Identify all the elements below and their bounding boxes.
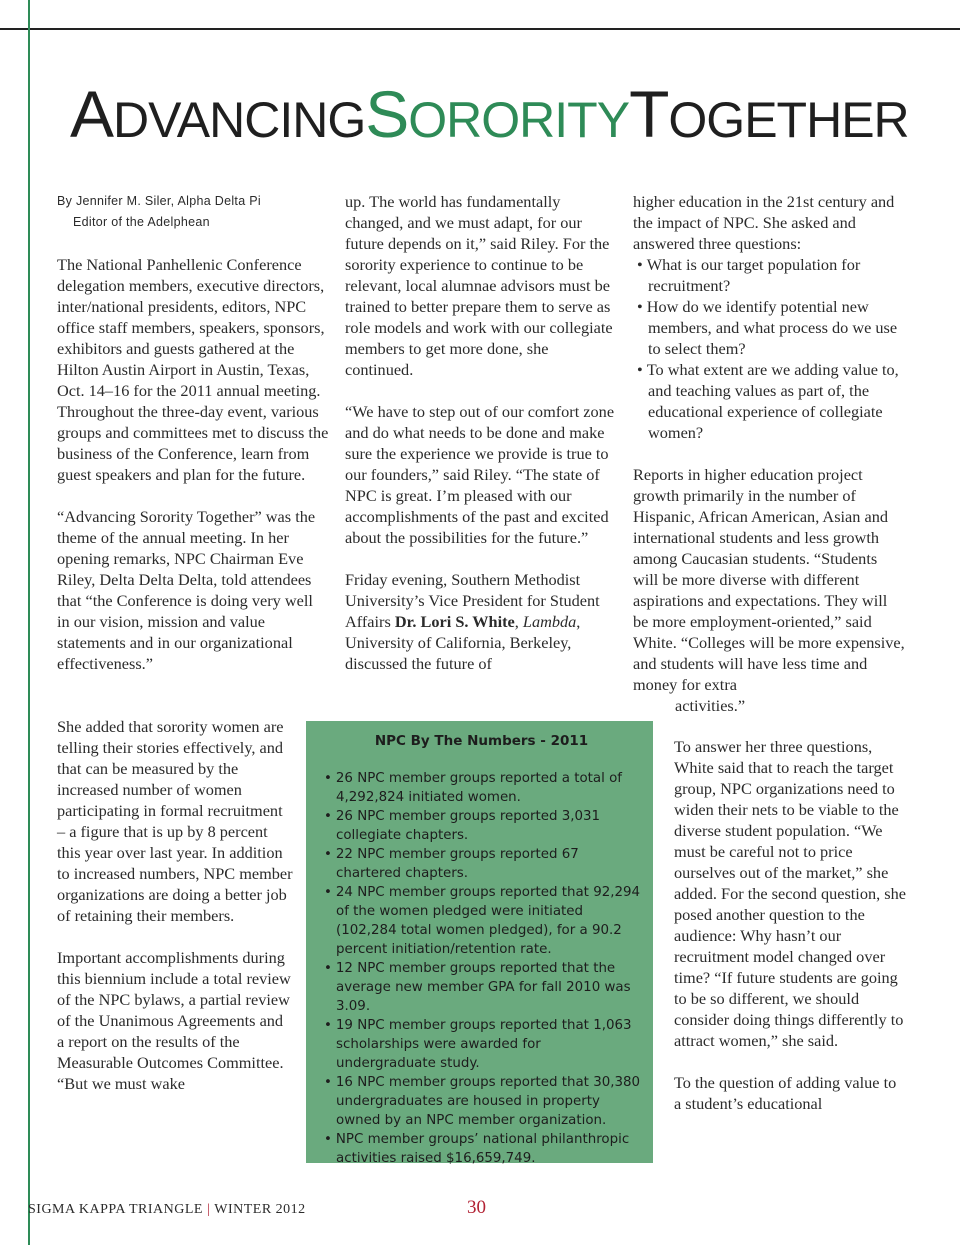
byline-author: By Jennifer M. Siler, Alpha Delta Pi (57, 194, 261, 208)
paragraph: Important accomplishments during this biennium include a total review of the NPC bylaws, a partial review of the Unanimous Agreements and a report on the results of the Measurable Outcomes Committee. “But we must wake (57, 948, 291, 1093)
speaker-name: Dr. Lori S. White (394, 612, 515, 631)
question-list (633, 254, 905, 443)
list-item: • 26 NPC member groups reported a total of 4,292,824 initiated women. (320, 769, 643, 807)
paragraph: “We have to step out of our comfort zone and do what needs to be done and make sure the experience we provide is true to our founders,” said Riley. “The state of NPC is great. I’m pleased with our accomplishments of the past and excited about the possibilities for the future.” (345, 402, 615, 547)
paragraph: She added that sorority women are telling their stories effectively, and that can be measured by the increased number of women participating in formal recruitment – a figure that is up by 8 percent this year over last year. In addition to increased numbers, NPC member organizations are doing a better job of retaining their members. (57, 717, 293, 925)
paragraph: Friday evening, Southern Methodist University’s Vice President for Student Affairs Dr. Lori S. White, Lambda, University of California, Berkeley, discussed the future of (345, 570, 600, 673)
sidebar-title: NPC By The Numbers - 2011 (374, 733, 589, 749)
paragraph: Reports in higher education project growth primarily in the number of Hispanic, African American, Asian and international students and less growth among Caucasian students. “Students will be more diverse with different aspirations and expectations. They will be more employment-oriented,” said White. “Colleges will be more expensive, and students will have less time and money for extra (633, 465, 905, 694)
issue-date: WINTER 2012 (214, 1202, 306, 1217)
list-item: • NPC member groups’ national philanthropic activities raised $16,659,749. (320, 1130, 643, 1168)
article-column-3-lower (674, 736, 906, 1135)
paragraph: The National Panhellenic Conference delegation members, executive directors, inter/national presidents, editors, NPC office staff members, speakers, sponsors, exhibitors and guests gathered at the Hilton Austin Airport in Austin, Texas, Oct. 14–16 for the 2011 annual meeting. Throughout the three-day event, various groups and committees met to discuss the business of the Conference, learn from guest speakers and plan for the future. (57, 255, 329, 484)
article-column-3 (633, 191, 905, 716)
npc-numbers-sidebar (306, 721, 653, 1166)
chapter-name: Lambda (522, 612, 577, 631)
paragraph-end: activities.” (675, 696, 746, 715)
paragraph: To the question of adding value to a student’s educational (674, 1073, 897, 1113)
page-title: ADVANCINGSORORITYTOGETHER (70, 77, 909, 151)
paragraph: higher education in the 21st century and the impact of NPC. She asked and answered three questions: (633, 192, 895, 253)
list-item: • 24 NPC member groups reported that 92,294 of the women pledged were initiated (102,284 total women pledged), for a 90.2 percent initiation/retention rate. (320, 883, 643, 959)
list-item: • To what extent are we adding value to, and teaching values as part of, the educational experience of collegiate women? (633, 359, 905, 443)
list-item: • 26 NPC member groups reported 3,031 collegiate chapters. (320, 807, 643, 845)
footer-publication (28, 1202, 306, 1218)
list-item: • 12 NPC member groups reported that the average new member GPA for fall 2010 was 3.09. (320, 959, 643, 1016)
top-rule (0, 28, 960, 30)
paragraph: up. The world has fundamentally changed, and we must adapt, for our future depends on it,” said Riley. For the sorority experience to continue to be relevant, local alumnae advisors must be trained to better prepare them to serve as role models and work with our collegiate members to get more done, she continued. (345, 192, 613, 379)
publication-name: SIGMA KAPPA TRIANGLE (28, 1202, 203, 1217)
page-number: 30 (467, 1197, 486, 1218)
list-item: • 22 NPC member groups reported 67 chartered chapters. (320, 845, 643, 883)
list-item: • 19 NPC member groups reported that 1,063 scholarships were awarded for undergraduate study. (320, 1016, 643, 1073)
footer-separator: | (206, 1202, 211, 1217)
paragraph: “Advancing Sorority Together” was the theme of the annual meeting. In her opening remarks, NPC Chairman Eve Riley, Delta Delta Delta, told attendees that “the Conference is doing very well in our vision, mission and value statements and in our organizational effectiveness.” (57, 507, 316, 673)
list-item: • 16 NPC member groups reported that 30,380 undergraduates are housed in property owned by an NPC member organization. (320, 1073, 643, 1130)
byline (57, 191, 329, 233)
list-item: • How do we identify potential new members, and what process do we use to select them? (633, 296, 905, 359)
byline-role: Editor of the Adelphean (73, 215, 210, 229)
article-column-2 (345, 191, 617, 695)
paragraph: To answer her three questions, White said that to reach the target group, NPC organizations need to widen their nets to be viable to the diverse student population. “We must be careful not to price ourselves out of the market,” she added. For the second question, she posed another question to the audience: Why hasn’t our recruitment model changed over time? “If future students are going to be so different, we should consider doing things differently to attract women,” she said. (674, 737, 906, 1050)
list-item: • What is our target population for recruitment? (633, 254, 905, 296)
article-column-1-lower (57, 716, 293, 1115)
article-column-1 (57, 191, 329, 695)
stats-list (320, 769, 643, 1168)
left-margin-rule (28, 0, 30, 1245)
